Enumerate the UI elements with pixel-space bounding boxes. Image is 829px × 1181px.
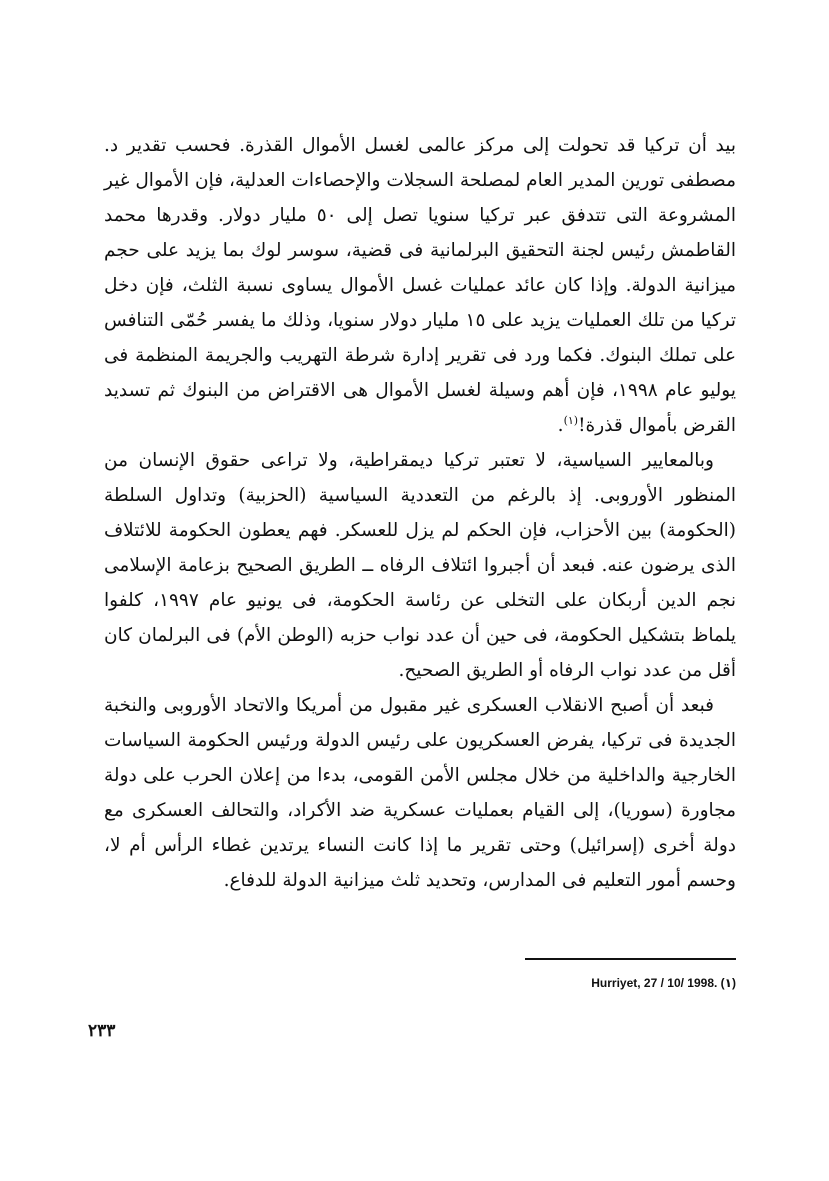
footnote-divider xyxy=(525,958,736,960)
footnote xyxy=(525,975,736,991)
paragraph-3: فبعد أن أصبح الانقلاب العسكرى غير مقبول من أمريكا والاتحاد الأوروبى والنخبة الجديدة فى تركيا، يفرض العسكريون على رئيس الدولة ورئيس الحكومة السياسات الخارجية والداخلية من خلال مجلس الأمن القومى، بدءا من إعلان الحرب على دولة مجاورة (سوريا)، إلى القيام بعمليات عسكرية ضد الأكراد، والتحالف العسكرى مع دولة أخرى (إسرائيل) وحتى تقرير ما إذا كانت النساء يرتدين غطاء الرأس أم لا، وحسم أمور التعليم فى المدارس، وتحديد ثلث ميزانية الدولة للدفاع. xyxy=(104,695,736,891)
footnote-marker: (١) xyxy=(720,976,736,990)
page-number: ٢٣٣ xyxy=(88,1021,116,1041)
footnote-reference: (١) xyxy=(563,413,579,427)
footnote-text: Hurriyet, 27 / 10/ 1998. xyxy=(591,976,718,990)
body-text xyxy=(104,128,736,898)
paragraph-1-tail: . xyxy=(557,415,564,436)
paragraph-1 xyxy=(104,128,736,443)
paragraph-1-text: بيد أن تركيا قد تحولت إلى مركز عالمى لغسل الأموال القذرة. فحسب تقدير د. مصطفى تورين المدير العام لمصلحة السجلات والإحصاءات العدلية، فإن الأموال غير المشروعة التى تتدفق عبر تركيا سنويا تصل إلى ٥٠ مليار دولار. وقدرها محمد القاطمش رئيس لجنة التحقيق البرلمانية فى قضية، سوسر لوك بما يزيد على حجم ميزانية الدولة. وإذا كان عائد عمليات غسل الأموال يساوى نسبة الثلث، فإن دخل تركيا من تلك العمليات يزيد على ١٥ مليار دولار سنويا، وذلك ما يفسر حُمّى التنافس على تملك البنوك. فكما ورد فى تقرير إدارة شرطة التهريب والجريمة المنظمة فى يوليو عام ١٩٩٨، فإن أهم وسيلة لغسل الأموال هى الاقتراض من البنوك ثم تسديد القرض بأموال قذرة! xyxy=(104,135,736,436)
paragraph-2: وبالمعايير السياسية، لا تعتبر تركيا ديمقراطية، ولا تراعى حقوق الإنسان من المنظور الأوروبى. إذ بالرغم من التعددية السياسية (الحزبية) وتداول السلطة (الحكومة) بين الأحزاب، فإن الحكم لم يزل للعسكر. فهم يعطون الحكومة للائتلاف الذى يرضون عنه. فبعد أن أجبروا ائتلاف الرفاه ــ الطريق الصحيح بزعامة الإسلامى نجم الدين أربكان على التخلى عن رئاسة الحكومة، فى يونيو عام ١٩٩٧، كلفوا يلماظ بتشكيل الحكومة، فى حين أن عدد نواب حزبه (الوطن الأم) فى البرلمان كان أقل من عدد نواب الرفاه أو الطريق الصحيح. xyxy=(104,450,736,681)
